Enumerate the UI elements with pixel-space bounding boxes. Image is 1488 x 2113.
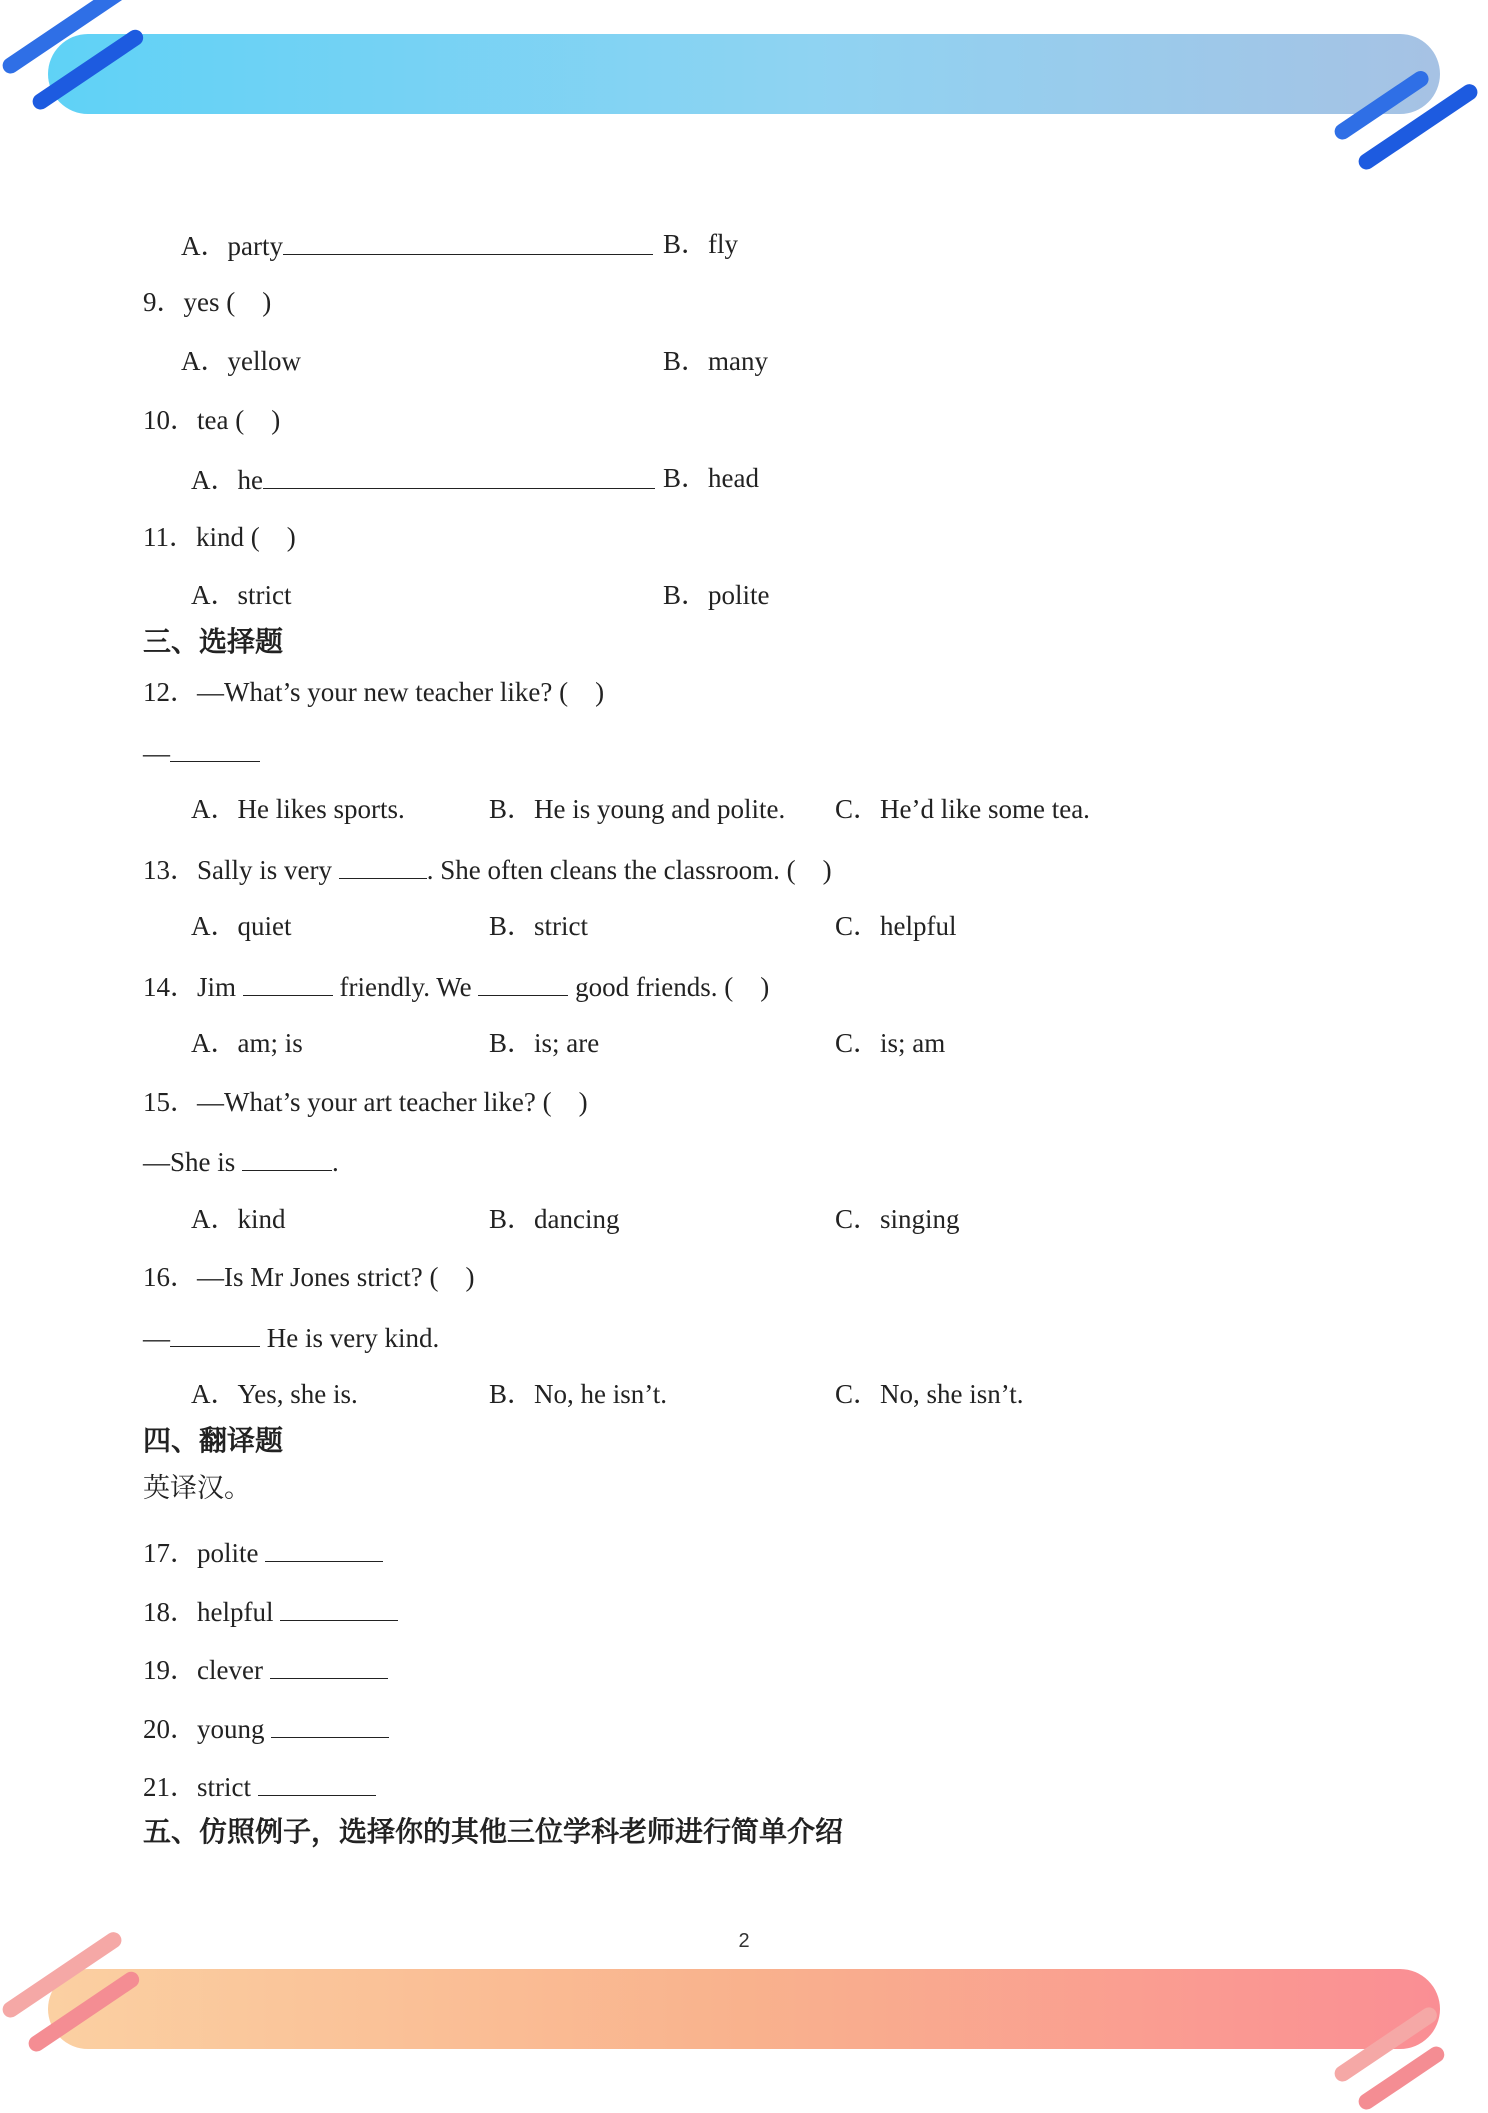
q13-option-c: C．helpful [835,911,957,941]
q16-option-a: A．Yes, she is. [191,1379,358,1409]
q12-option-a: A．He likes sports. [191,794,405,824]
q15-stem: 15．—What’s your art teacher like? ( ) [143,1087,588,1117]
q15-option-a: A．kind [191,1204,286,1234]
section-5-heading: 五、仿照例子，选择你的其他三位学科老师进行简单介绍 [143,1815,844,1848]
q8-option-a: A．party [181,224,653,266]
q11-option-b: B．polite [663,580,770,610]
q10-stem: 10．tea ( ) [143,405,281,435]
q19-translation: 19．clever [143,1648,388,1690]
section-4-heading: 四、翻译题 [143,1424,284,1457]
q13-option-b: B．strict [489,911,588,941]
q16-stem: 16．—Is Mr Jones strict? ( ) [143,1262,475,1292]
q8-option-b: B．fly [663,229,739,259]
q9-option-b: B．many [663,346,768,376]
section-4-instruction: 英译汉。 [143,1473,251,1504]
q12-option-b: B．He is young and polite. [489,794,786,824]
q15-option-b: B．dancing [489,1204,620,1234]
q9-option-a: A．yellow [181,346,301,376]
q14-option-b: B．is; are [489,1028,600,1058]
q21-translation: 21．strict [143,1765,376,1807]
q16-option-c: C．No, she isn’t. [835,1379,1024,1409]
page-number: 2 [738,1930,750,1952]
q16-answer-line: — He is very kind. [143,1316,439,1358]
q14-option-a: A．am; is [191,1028,303,1058]
q16-option-b: B．No, he isn’t. [489,1379,668,1409]
q17-translation: 17．polite [143,1531,383,1573]
q15-option-c: C．singing [835,1204,960,1234]
q12-stem: 12．—What’s your new teacher like? ( ) [143,677,605,707]
q13-stem: 13．Sally is very . She often cleans the classroom. ( ) [143,848,832,890]
q15-answer-line: —She is . [143,1140,339,1182]
top-banner [48,34,1440,114]
q12-answer-line: — [143,731,260,773]
q10-option-b: B．head [663,463,759,493]
q14-option-c: C．is; am [835,1028,946,1058]
q10-option-a: A．he [191,458,655,500]
q20-translation: 20．young [143,1707,389,1749]
q12-option-c: C．He’d like some tea. [835,794,1090,824]
q11-option-a: A．strict [191,580,292,610]
q14-stem: 14．Jim friendly. We good friends. ( ) [143,965,769,1007]
q9-stem: 9．yes ( ) [143,287,272,317]
section-3-heading: 三、选择题 [143,625,284,658]
q11-stem: 11．kind ( ) [143,522,296,552]
q13-option-a: A．quiet [191,911,292,941]
bottom-banner [48,1969,1440,2049]
q18-translation: 18．helpful [143,1590,398,1632]
